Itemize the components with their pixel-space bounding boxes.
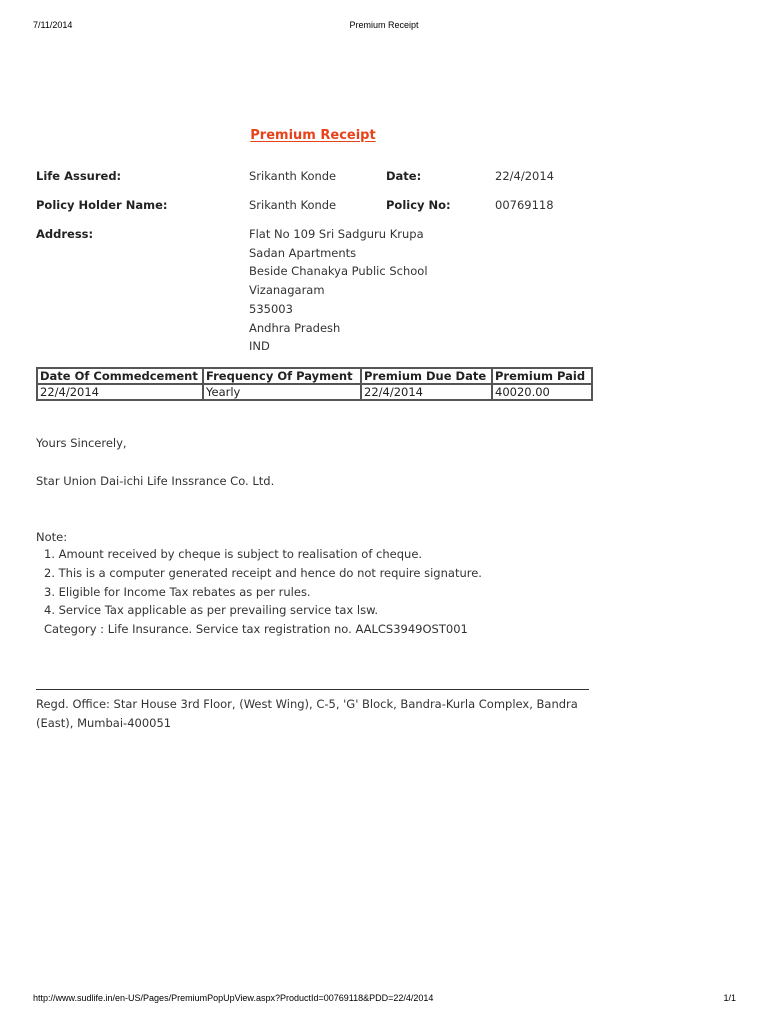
note-heading: Note: (36, 530, 68, 544)
address-line: Andhra Pradesh (249, 320, 341, 335)
date-value: 22/4/2014 (495, 169, 554, 183)
col-header-premium-paid: Premium Paid (492, 368, 592, 384)
policy-no-label: Policy No: (386, 198, 451, 212)
life-assured-label: Life Assured: (36, 169, 122, 183)
cell-premium-paid: 40020.00 (492, 384, 592, 400)
print-header (0, 20, 768, 32)
policy-no-value: 00769118 (495, 198, 554, 212)
list-item: 4. Service Tax applicable as per prevailing service tax lsw. (44, 603, 379, 618)
print-url[interactable]: http://www.sudlife.in/en-US/Pages/PremiumPopUpView.aspx?ProductId=00769118&PDD=22/4/2014 (33, 993, 434, 1003)
address-line: Sadan Apartments (249, 245, 357, 260)
address-line: 535003 (249, 301, 293, 316)
col-header-frequency: Frequency Of Payment (203, 368, 361, 384)
closing-company: Star Union Dai-ichi Life Inssrance Co. Ltd. (36, 474, 275, 488)
regd-office: Regd. Office: Star House 3rd Floor, (West Wing), C-5, 'G' Block, Bandra-Kurla Complex, Bandra (East), Mumbai-400051 (36, 697, 578, 730)
address-label: Address: (36, 227, 94, 241)
receipt-title: Premium Receipt (250, 128, 376, 143)
list-item: 2. This is a computer generated receipt and hence do not require signature. (44, 565, 482, 580)
note-list (36, 545, 482, 639)
table-header-row (37, 368, 592, 384)
address-line: Vizanagaram (249, 283, 325, 298)
address-line: IND (249, 339, 270, 354)
policy-holder-label: Policy Holder Name: (36, 198, 168, 212)
print-date: 7/11/2014 (33, 20, 73, 30)
address-line: Flat No 109 Sri Sadguru Krupa (249, 227, 424, 241)
list-item: 1. Amount received by cheque is subject to realisation of cheque. (44, 547, 423, 561)
note-category: Category : Life Insurance. Service tax registration no. AALCS3949OST001 (44, 622, 468, 637)
date-label: Date: (386, 169, 422, 183)
cell-due-date: 22/4/2014 (361, 384, 492, 400)
address-line: Beside Chanakya Public School (249, 264, 428, 279)
divider (36, 689, 589, 690)
table-row (37, 384, 592, 400)
closing-sincerely: Yours Sincerely, (36, 436, 127, 450)
print-page-number: 1/1 (723, 993, 736, 1003)
life-assured-value: Srikanth Konde (249, 169, 337, 183)
premium-table (36, 367, 593, 401)
print-footer (0, 993, 768, 1005)
col-header-due-date: Premium Due Date (361, 368, 492, 384)
address-block (249, 225, 428, 356)
col-header-commencement: Date Of Commedcement (37, 368, 203, 384)
list-item: 3. Eligible for Income Tax rebates as per rules. (44, 584, 311, 599)
cell-frequency: Yearly (203, 384, 361, 400)
policy-holder-value: Srikanth Konde (249, 198, 337, 212)
cell-commencement: 22/4/2014 (37, 384, 203, 400)
print-title: Premium Receipt (349, 20, 419, 30)
